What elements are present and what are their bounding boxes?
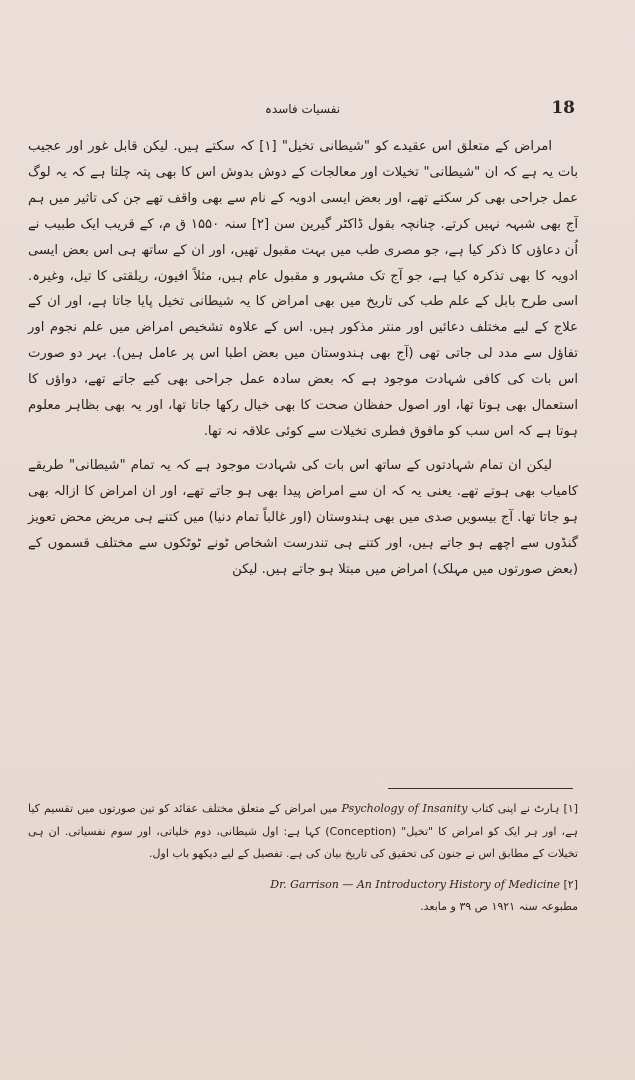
paragraph-2: لیکن ان تمام شہادتوں کے ساتھ اس بات کی شہادت موجود ہے کہ یہ تمام "شیطانی" طریقے کامیاب بھی ہوتے تھے. یعنی یہ کہ ان سے امراض پیدا بھی ہو جاتے تھے، اور ان امراض کا ازالہ بھی ہو جاتا تھا. آج بیسویں صدی میں بھی ہندوستان (اور غالباً تمام دنیا) میں کتنے ہی مریض محض تعویز گنڈوں سے اچھے ہو جاتے ہیں، اور کتنے ہی تندرست اشخاص ٹونے ٹوٹکوں سے مختلف قسموں کے (بعض صورتوں میں مہلک) امراض میں مبتلا ہو جاتے ہیں. لیکن bbox=[27, 457, 578, 577]
paragraph-1: امراض کے متعلق اس عقیدے کو "شیطانی تخیل" [۱] کہ سکتے ہیں. لیکن قابل غور اور عجیب بات یہ ہے کہ ان "شیطانی" تخیلات اور معالجات کے دوش بدوش اس کا بھی پتہ چلتا ہے کہ یہ لوگ عمل جراحی بھی کر سکتے تھے، اور بعض ایسی ادویہ کے نام سے بھی واقف تھے جن کی تاثیر میں ہم آج بھی شبہہ نہیں کرتے. چنانچہ بقول ڈاکٹر گیرین سن [۲] سنہ ۱۵۵۰ ق م، کے قریب ایک طبیب نے اُن دعاؤں کا ذکر کیا ہے، جو مصری طب میں بہت مقبول تھیں، اور ان کے ساتھ ہی اس بعض ایسی ادویہ کا بھی تذکرہ کیا ہے، جو آج تک مشہور و مقبول عام ہیں، مثلاً افیون، ریلقتی کا تیل، وغیرہ. اسی طرح بابل کے علم طب کی تاریخ میں بھی امراض کا یہ شیطانی تخیل پایا جاتا ہے، اور ان کے علاج کے لیے مختلف دعائیں اور منتر مذکور ہیں. اس کے علاوہ تشخیص امراض میں علم نجوم اور تفاؤل سے مدد لی جاتی تھی (آج بھی ہندوستان میں بعض اطبا اس پر عامل ہیں). بہر دو صورت اس بات کی کافی شہادت موجود ہے کہ بعض سادہ عمل جراحی بھی کیے جاتے تھے، دواؤں کا استعمال بھی ہوتا تھا، اور اصول حفظان صحت کا بھی خیال رکھا جاتا تھا، اور یہ بھی بظاہر معلوم ہوتا ہے کہ اس سب کو مافوق فطری تخیلات سے کوئی علاقہ نہ تھا. bbox=[28, 139, 578, 439]
footnote-2-publication: مطبوعہ سنہ ۱۹۲۱ ص ۳۹ و مابعد. bbox=[420, 900, 578, 913]
footnote-1-book-title: Psychology of Insanity bbox=[341, 802, 468, 815]
body-text bbox=[28, 134, 578, 774]
running-title: نفسیات فاسدہ bbox=[264, 102, 341, 116]
footnote-1-text: میں امراض کے متعلق مختلف عقائد کو تین صورتوں میں تقسیم کیا ہے، اور ہر ایک کو امراض کا "تخیل" (Conception) کہا ہے: اول شیطانی، دوم خلیاتی، اور سوم نفسیاتی. ان ہی تخیلات کے مطابق اس نے جنون کی تحقیق کی تاریخ بیان کی ہے. تفصیل کے لیے دیکھو باب اول. bbox=[28, 802, 578, 860]
footnotes bbox=[28, 798, 578, 919]
page-header bbox=[30, 98, 575, 126]
footnote-1-lead: [۱] ہارٹ نے اپنی کتاب bbox=[471, 802, 579, 815]
footnote-2 bbox=[28, 874, 578, 897]
footnote-2-book-title: Dr. Garrison — An Introductory History of Medicine bbox=[270, 877, 560, 891]
footnote-divider bbox=[388, 788, 573, 789]
footnote-1 bbox=[28, 798, 578, 866]
footnote-2-lead: [۲] bbox=[563, 877, 578, 891]
page-number: 18 bbox=[551, 98, 575, 118]
